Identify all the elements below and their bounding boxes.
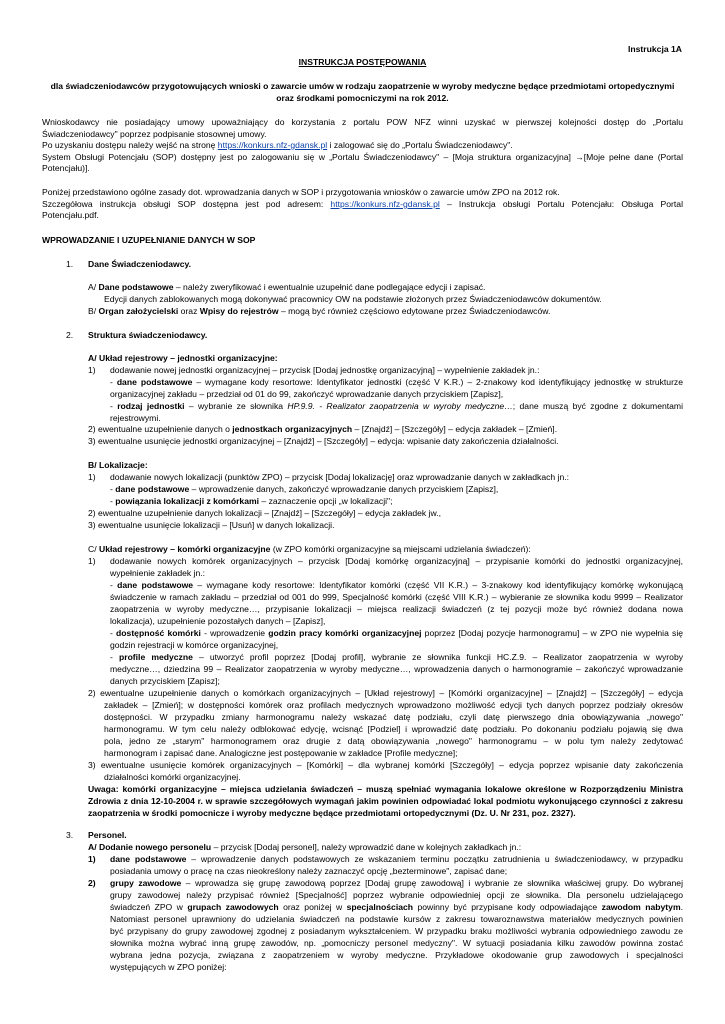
paragraph-line: organizacyjnej zakładu – przedział od 01 do 99, zakończyć wprowadzanie danych przyciskiem [Zapisz], — [110, 389, 504, 399]
paragraph-line: Edycji danych zablokowanych mogą dokonywać pracownicy OW na podstawie złożonych przez Świadczeniodawców dokumentów. — [104, 294, 602, 304]
intro-text: Potencjału)]. — [42, 163, 90, 173]
paragraph-line: grupy zawodowej należy przypisać również [Specjalność] poprzez wybranie odpowiedniej opcji ze słownika. Dla personelu udzielającego — [110, 890, 683, 900]
intro-text: System Obsługi Potencjału (SOP) dostępny jest po zalogowaniu się w „Portalu Świadczeniodawcy" – [Moja struktura organizacyjna] →[Moje pełne dane (Portal — [42, 152, 683, 162]
paragraph-line: 3) ewentualne usunięcie jednostki organizacyjnej – [Znajdź] – [Szczegóły] – edycja: wpisanie daty zakończenia działalności. — [88, 436, 559, 446]
paragraph-line: - powiązania lokalizacji z komórkami – zaznaczenie opcji „w lokalizacji"; — [110, 496, 393, 506]
document-label: Instrukcja 1A — [628, 44, 682, 54]
paragraph-line: - rodzaj jednostki – wybranie ze słownika HP.9.9. - Realizator zaopatrzenia w wyroby medyczne…; dane muszą być zgodne z dokumentami — [110, 401, 683, 411]
paragraph-line: wybrana jedna pozycja, związana z zaopatrzeniem w wyroby medyczne. Przykładowe okodowanie grup zawodowych i specjalności — [110, 950, 683, 960]
document-title: INSTRUKCJA POSTĘPOWANIA — [298, 57, 427, 67]
paragraph-line: Natomiast personel uprawniony do udzielania świadczeń na podstawie kursów z zakresu towaroznawstwa materiałów medycznych powinien — [110, 914, 683, 924]
paragraph-line: posiadania umowy o pracę na czas nieokreślony należy zaznaczyć opcję „bezterminowe", zapisać dane; — [110, 866, 508, 876]
paragraph-line: - profile medyczne – utworzyć profil poprzez [Dodaj profil], wybranie ze słownika funkcji HC.Z.9. – Realizator zaopatrzenia w wyroby — [110, 652, 684, 662]
paragraph-line: B/ Organ założycielski oraz Wpisy do rejestrów – mogą być również częściowo edytowane przez Świadczeniodawców. — [88, 306, 551, 316]
document-subtitle-line-1: dla świadczeniodawców przygotowujących wnioski o zawarcie umów w rodzaju zaopatrzenie w wyroby medyczne będące przedmiotami ortopedycznymi — [50, 81, 675, 91]
paragraph-line: grupy zawodowe – wprowadza się grupę zawodową poprzez [Dodaj grupę zawodową] i wybranie ze słownika właściwej grupy. Do wybranej — [110, 878, 683, 888]
section-title: Struktura świadczeniodawcy. — [88, 330, 208, 340]
paragraph-line: działalności komórki organizacyjnej. — [104, 772, 241, 782]
paragraph-line: - dane podstawowe – wprowadzenie danych, zakończyć wprowadzanie danych przyciskiem [Zapisz], — [110, 484, 499, 494]
paragraph-line: 3) ewentualne usunięcie lokalizacji – [Usuń] w danych lokalizacji. — [88, 520, 335, 530]
section-number: 1. — [66, 259, 74, 269]
paragraph-line: świadczenie w ramach zakładu – przedział od 001 do 999, Specjalność komórki (część VIII K.R.) – wybieranie ze słownika kodu 9999 – Realizator — [110, 592, 683, 602]
paragraph-line: 3) ewentualne usunięcie komórek organizacyjnych – [Komórki] – dla wybranej komórki [Szczegóły] – edycja poprzez wpisanie daty zakończenia — [88, 760, 683, 770]
subsection-title: B/ Lokalizacje: — [88, 460, 148, 470]
subsection-title: C/ Układ rejestrowy – komórki organizacyjne (w ZPO komórki organizacyjne są miejscami udzielania świadczeń): — [88, 544, 531, 554]
paragraph-line: świadczeń ZPO w grupach zawodowych oraz poniżej w specjalnościach powinny być przypisane kody odpowiadające zawodom nabytym. — [110, 902, 683, 912]
subsection-title: A/ Układ rejestrowy – jednostki organizacyjne: — [88, 353, 278, 363]
intro-text: Po uzyskaniu dostępu należy wejść na stronę https://konkurs.nfz-gdansk.pl i zalogować się do „Portalu Świadczeniodawcy". — [42, 140, 513, 150]
warning-note: Zdrowia z dnia 12-10-2004 r. w sprawie szczegółowych wymagań jakim powinien odpowiadać lokal podmiotu wykonującego czynności z zakresu — [88, 796, 683, 806]
paragraph-line: danych przyciskiem [Zapisz]; — [110, 676, 220, 686]
paragraph-line: dodawanie nowej jednostki organizacyjnej – przycisk [Dodaj jednostkę organizacyjną] – wypełnienie zakładek jn.: — [110, 365, 540, 375]
list-number: 1) — [88, 854, 96, 864]
paragraph-line: dostępności. W przypadku zmiany harmonogramu należy wskazać datę podziału, czyli datę pierwszego dnia obowiązywania „nowego" — [104, 712, 683, 722]
paragraph-line: harmonogramu. W tym celu należy odblokować edycję, wcisnąć [Podziel] i wprowadzić datę podziału. Po dokonaniu podziału pojawią się dwa — [104, 724, 683, 734]
list-number: 2) — [88, 878, 96, 888]
paragraph-line: dodawanie nowych lokalizacji (punktów ZPO) – przycisk [Dodaj lokalizację] oraz wprowadzanie danych w zakładkach jn.: — [110, 472, 570, 482]
section-title: Dane Świadczeniodawcy. — [88, 259, 191, 269]
paragraph-line: słownika można wybrać inną grupę zawodów, np. „pomocniczy personel medyczny". W sytuacji posiadania kilku zawodów powinna zostać — [110, 938, 683, 948]
intro-text: Świadczeniodawcy" poprzez podpisanie stosownej umowy. — [42, 129, 267, 139]
paragraph-line: dane podstawowe – wprowadzenie danych podstawowych ze wskazaniem terminu początku zatrudnienia u świadczeniodawcy, w przypadku — [110, 854, 683, 864]
paragraph-line: występujących w ZPO poniżej: — [110, 962, 227, 972]
section-title: Personel. — [88, 830, 127, 840]
portal-link[interactable]: https://konkurs.nfz-gdansk.pl — [217, 140, 328, 150]
paragraph-line: dodawanie nowych komórek organizacyjnych – przycisk [Dodaj komórkę organizacyjną] – przypisanie komórki do jednostki organizacyjnej, — [110, 556, 683, 566]
paragraph-line: - dane podstawowe – wymagane kody resortowe: Identyfikator jednostki (część V K.R.) – 2-znakowy kod identyfikujący jednostkę w strukturze — [110, 377, 684, 387]
paragraph-line: A/ Dodanie nowego personelu – przycisk [Dodaj personel], należy wprowadzić dane w kolejnych zakładkach jn.: — [88, 842, 522, 852]
list-number: 1) — [88, 472, 96, 482]
paragraph-line: wypełnienie zakładek jn.: — [110, 568, 206, 578]
warning-note: zaopatrzenia w środki pomocnicze i wyroby medyczne będące przedmiotami ortopedycznymi (Dz. U. Nr 231, poz. 2327). — [88, 808, 576, 818]
paragraph-line: rejestrowymi. — [110, 413, 161, 423]
section-number: 2. — [66, 330, 74, 340]
section-heading: WPROWADZANIE I UZUPEŁNIANIE DANYCH W SOP — [42, 235, 256, 245]
document-subtitle-line-2: oraz środkami pomocniczymi na rok 2012. — [276, 93, 449, 103]
paragraph-line: zaopatrzenia w wyroby medyczne…, przypisanie lokalizacji – miejsca realizacji świadczeń (z tej pozycji może być również dodana nowa — [110, 604, 683, 614]
section-number: 3. — [66, 830, 74, 840]
paragraph-line: pola, jedno ze „starym" harmonogramem oraz drugie z datą obowiązywania „nowego" harmonogramu – w polu tym należy zedytować — [104, 736, 683, 746]
paragraph-line: lokalizacja), uzupełnienie pozostałych danych – [Zapisz], — [110, 616, 326, 626]
paragraph-line: być przypisany do grupy zawodowej zgodnej z posiadanym wykształceniem. W przypadku braku możliwości wybrania odpowiedniego zawodu ze — [110, 926, 683, 936]
paragraph-line: godzin rejestracji w komórce organizacyjnej, — [110, 640, 279, 650]
paragraph-line: harmonogram i zapisać dane. Analogiczne jest postępowanie w zakładce [Profile medyczne]; — [104, 748, 458, 758]
intro-text: Wnioskodawcy nie posiadający umowy upoważniający do korzystania z portalu POW NFZ winni uzyskać w pierwszej kolejności dostęp do „Portalu — [42, 117, 683, 127]
paragraph-line: 2) ewentualne uzupełnienie danych o komórkach organizacyjnych – [Układ rejestrowy] – [Komórki organizacyjne] – [Znajdź] – [Szczegóły] – edycja — [88, 688, 683, 698]
paragraph-line: 2) ewentualne uzupełnienie danych o jednostkach organizacyjnych – [Znajdź] – [Szczegóły] – edycja zakładek – [Zmień]. — [88, 424, 558, 434]
paragraph-line: - dane podstawowe – wymagane kody resortowe: Identyfikator komórki (część VII K.R.) – 3-znakowy kod identyfikujący komórkę wykonującą — [110, 580, 684, 590]
paragraph-line: - dostępność komórki - wprowadzenie godzin pracy komórki organizacyjnej poprzez [Dodaj pozycje harmonogramu] – w ZPO nie wypełnia się — [110, 628, 684, 638]
list-number: 1) — [88, 365, 96, 375]
intro-text: Potencjału.pdf. — [42, 210, 99, 220]
intro-text: Poniżej przedstawiono ogólne zasady dot. wprowadzania danych w SOP i przygotowania wniosków o zawarcie umów ZPO na 2012 rok. — [42, 187, 560, 197]
paragraph-line: zakładek – [Zmień]; w dostępności komórek oraz profilach medycznych wprowadzono możliwość edycji tych danych poprzez podziały okresów — [104, 700, 683, 710]
intro-text: Szczegółowa instrukcja obsługi SOP dostępna jest pod adresem: https://konkurs.nfz-gdansk.pl – Instrukcja obsługi Portalu Potencjału: Obsługa Portal — [42, 199, 683, 209]
paragraph-line: A/ Dane podstawowe – należy zweryfikować i ewentualnie uzupełnić dane podlegające edycji i zapisać. — [88, 282, 486, 292]
warning-note: Uwaga: komórki organizacyjne – miejsca udzielania świadczeń – muszą spełniać wymagania lokalowe określone w Rozporządzeniu Ministra — [88, 784, 683, 794]
list-number: 1) — [88, 556, 96, 566]
paragraph-line: 2) ewentualne uzupełnienie danych lokalizacji – [Znajdź] – [Szczegóły] – edycja zakładek jw., — [88, 508, 442, 518]
instruction-link[interactable]: https://konkurs.nfz-gdansk.pl — [330, 199, 440, 209]
paragraph-line: medyczne…, dziedzina 99 – Realizator zaopatrzenia w wyroby medyczne…, wprowadzenia danych o harmonogramie – zakończyć wprowadzanie — [110, 664, 683, 674]
